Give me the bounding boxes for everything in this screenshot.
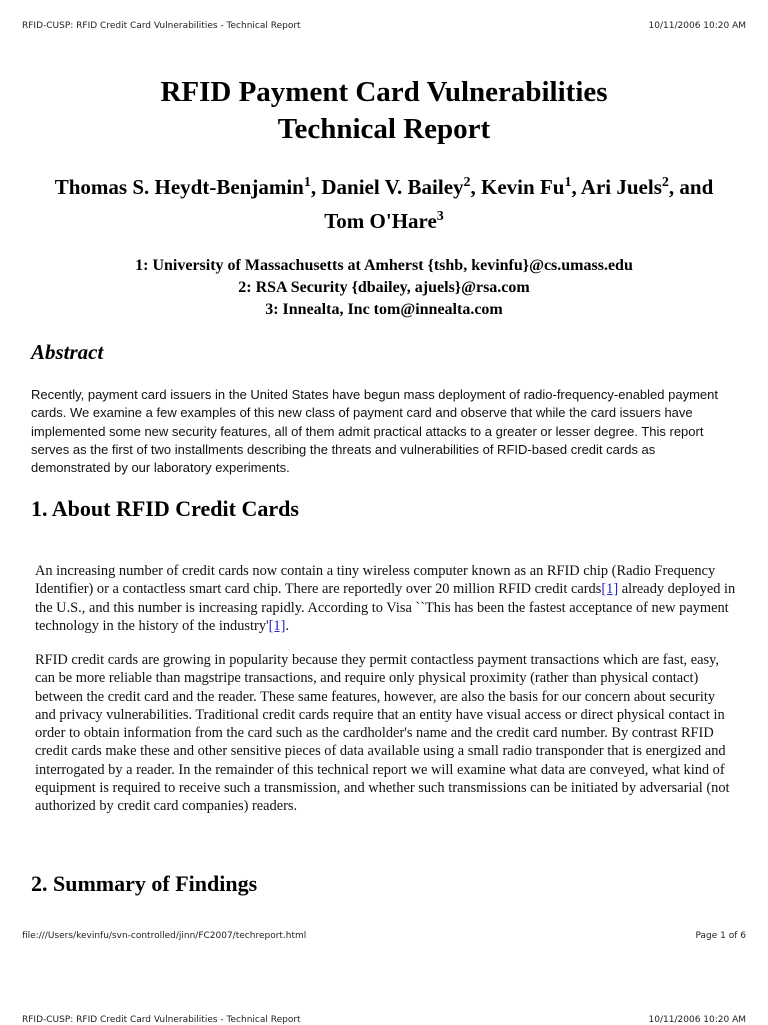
abstract-heading: Abstract [31, 340, 104, 364]
section-2-heading: 2. Summary of Findings [31, 871, 258, 896]
print-footer-path: file:///Users/kevinfu/svn-controlled/jinn/FC2007/techreport.html [22, 931, 307, 941]
author-5: , and Tom O'Hare [324, 175, 714, 233]
author-2-affil: 2 [463, 175, 471, 190]
para1-text-a: An increasing number of credit cards now contain a tiny wireless computer known as an RFID chip (Radio Frequency Identifier) or a contactless smart card chip. There are reportedly over 20 million RFID credit cards [35, 563, 716, 598]
title-line-2: Technical Report [277, 113, 491, 145]
author-2: , Daniel V. Bailey [310, 175, 464, 199]
author-list [40, 170, 728, 238]
affiliation-2: 2: RSA Security {dbailey, ajuels}@rsa.com [238, 279, 530, 296]
author-4-affil: 2 [661, 175, 669, 190]
author-3-affil: 1 [564, 175, 572, 190]
print-footer-page: Page 1 of 6 [695, 931, 746, 941]
next-page-header-datetime: 10/11/2006 10:20 AM [648, 1015, 746, 1025]
author-3: , Kevin Fu [470, 175, 565, 199]
author-1: Thomas S. Heydt-Benjamin [54, 175, 304, 199]
print-header-title: RFID-CUSP: RFID Credit Card Vulnerabilities - Technical Report [22, 21, 301, 31]
reference-link-2[interactable]: [1] [268, 617, 286, 634]
title-line-1: RFID Payment Card Vulnerabilities [160, 76, 608, 108]
next-page-header-title: RFID-CUSP: RFID Credit Card Vulnerabilities - Technical Report [22, 1015, 301, 1025]
author-1-affil: 1 [303, 175, 311, 190]
section-1-heading: 1. About RFID Credit Cards [31, 496, 299, 521]
section-1-paragraph-2: RFID credit cards are growing in popularity because they permit contactless payment transactions which are fast, easy, can be more reliable than magstripe transactions, and require only physical proximity (rather than physical contact) between the credit card and the reader. These same features, however, are also the basis for our concern about security and privacy vulnerabilities. Traditional credit cards require that an entity have visual access or direct physical contact in order to obtain information from the card such as the cardholder's name and the credit card number. By contrast RFID credit cards make these and other sensitive pieces of data available using a small radio transponder that is energized and interrogated by a reader. In the remainder of this technical report we will examine what data are conveyed, what kind of equipment is required to receive such a transmission, and whether such transmissions can be initiated by adversarial (not authorized by credit card companies) readers. [35, 652, 730, 815]
affiliation-1: 1: University of Massachusetts at Amherst {tshb, kevinfu}@cs.umass.edu [135, 257, 633, 274]
document-title [0, 74, 768, 148]
para1-text-b: already deployed in the U.S., and this number is increasing rapidly. According to Visa ``This has been the fastest acceptance of new payment technology in the history of the industry' [35, 581, 736, 634]
section-1-paragraph-1 [35, 562, 737, 635]
author-5-affil: 3 [436, 209, 444, 224]
affiliation-3: 3: Innealta, Inc tom@innealta.com [265, 301, 503, 318]
print-header-datetime: 10/11/2006 10:20 AM [648, 21, 746, 31]
author-4: , Ari Juels [571, 175, 662, 199]
affiliations [0, 255, 768, 321]
abstract-text: Recently, payment card issuers in the United States have begun mass deployment of radio-frequency-enabled payment cards. We examine a few examples of this new class of payment card and observe that while the card issuers have implemented some new security features, all of them admit practical attacks to a greater or lesser degree. This report serves as the first of two installments describing the threats and vulnerabilities of RFID-based credit cards as demonstrated by our laboratory experiments. [31, 387, 718, 476]
reference-link-1[interactable]: [1] [601, 581, 619, 598]
para1-text-c: . [285, 617, 289, 634]
